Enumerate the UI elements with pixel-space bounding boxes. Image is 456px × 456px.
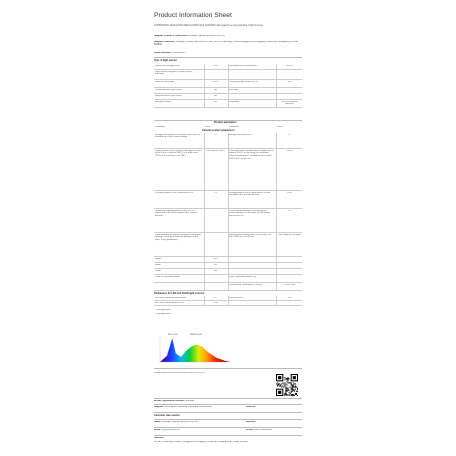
value-cell	[277, 264, 302, 269]
value-cell: 200	[213, 257, 218, 260]
care-name-row	[154, 421, 244, 424]
care-website-row	[246, 421, 302, 424]
parameter-cell: Non-directional or directional	[229, 64, 257, 67]
value-cell: 11	[214, 296, 217, 299]
care-phone-row	[246, 429, 302, 432]
value-cell	[205, 276, 226, 283]
parameter-cell: Lighting technology used	[155, 64, 180, 67]
spectrum-area	[160, 338, 230, 362]
supplier-address-row	[154, 41, 302, 47]
value-cell	[277, 89, 302, 94]
column-header: Parameter	[155, 125, 166, 128]
table-row	[154, 70, 302, 80]
params-table	[154, 133, 302, 291]
care-name-label: Name:	[154, 421, 162, 423]
parameter-cell: the lumen maintenance factor	[155, 301, 184, 304]
value-cell: Only with specific dimmers	[281, 100, 298, 106]
eprel-label: EPREL registration number:	[154, 400, 185, 402]
value-cell: 80	[288, 209, 291, 212]
table-row	[154, 283, 302, 291]
parameter-cell: Dimmable	[229, 100, 239, 103]
column-header: Parameter	[229, 125, 240, 128]
note-line: '-': not applicable;	[154, 309, 171, 311]
table-row	[154, 301, 302, 306]
care-phone-label: Phone:	[246, 429, 254, 431]
table-row	[154, 100, 302, 108]
care-website-label: Website:	[246, 421, 256, 423]
parameter-cell: Width	[155, 263, 161, 266]
divider	[154, 435, 302, 436]
parameter-cell: Connected light source (CLS)	[229, 80, 258, 83]
divider	[154, 404, 302, 405]
parameter-cell: R9 colour rendering index value	[155, 296, 186, 299]
care-email-row	[154, 429, 244, 432]
divider	[154, 427, 302, 428]
value-cell	[277, 71, 302, 80]
parameter-cell: Colour rendering index, rounded to the nearest integer, or the range of CRI-values that can be set	[229, 209, 271, 218]
table-row	[154, 233, 302, 257]
parameter-cell: Envelope	[229, 88, 239, 91]
validity-text: Model placed on the EU/UK market from 05/11/2023	[154, 372, 205, 374]
led-table	[154, 296, 302, 308]
parameter-cell	[229, 71, 274, 80]
care-heading: Customer care service	[154, 414, 180, 417]
divider	[154, 398, 302, 399]
value-cell: 1.1	[213, 191, 218, 194]
divider	[154, 368, 302, 369]
parameter-cell: Standby power (Psb), expressed in W and rounded to the second decimal	[229, 191, 270, 197]
qr-code-icon[interactable]	[276, 374, 298, 396]
parameter-cell: Depth	[155, 269, 161, 272]
footer-supplier-row	[154, 406, 244, 409]
supplier-name-value: Audiolay Trading Shenzhen Co.,Ltd.	[188, 35, 226, 37]
parameter-cell: Height	[155, 257, 162, 260]
value-cell	[205, 234, 226, 257]
value-cell: 1.00	[287, 296, 292, 299]
parameter-cell: If yes, equivalent power (W)	[229, 275, 257, 278]
column-header: Value	[205, 125, 211, 128]
parameter-cell	[229, 95, 274, 100]
value-cell	[205, 284, 226, 291]
table-row	[154, 191, 302, 209]
parameter-cell: Energy consumption in on-mode (kWh/1000 h), rounded up to the nearest integer	[155, 133, 201, 139]
chart-top-label: 380 to 780	[168, 334, 178, 336]
parameter-cell: Claim of equivalent power*	[155, 275, 182, 278]
eprel-row	[154, 400, 302, 403]
value-cell	[277, 276, 302, 283]
model-identifier-value: XDU0BCHLY	[172, 52, 187, 54]
parameter-cell: Networked standby power (Pnet) for CLS, expressed in W and rounded to the second decimal	[155, 209, 197, 218]
care-name-value: Audiolay Trading Shenzhen Co.,Ltd	[161, 421, 198, 423]
value-cell: See image in last page	[278, 233, 301, 236]
footer-supplier-value: INDO EARL (Audiolay Import and Exportation)	[164, 406, 212, 408]
type-table	[154, 64, 302, 116]
value-cell	[277, 302, 302, 306]
value-cell	[277, 95, 302, 100]
parameter-cell	[229, 270, 274, 275]
type-section-heading: Type of light source:	[154, 59, 178, 62]
care-address-row	[154, 437, 302, 440]
value-cell: 0.96	[213, 301, 218, 304]
value-cell: 145	[213, 269, 218, 272]
parameter-cell: High-luminance light source	[155, 94, 182, 97]
table-row	[154, 80, 302, 88]
table-row	[154, 133, 302, 149]
footer-supplier-label: Supplier:	[154, 406, 164, 408]
parameter-cell	[229, 258, 274, 263]
value-cell: 0.434 0.404	[283, 283, 296, 286]
table-row	[154, 149, 302, 191]
parameter-cell	[155, 284, 202, 291]
params-section-heading: Product parameters	[214, 121, 237, 124]
model-identifier-label: Model identifier:	[154, 52, 172, 54]
parameter-cell: Spectral power distribution in the range 250 nm to 800 nm, at full-load	[229, 233, 272, 239]
divider	[154, 419, 302, 420]
value-cell: No	[214, 100, 217, 103]
care-phone-value: 18607552016060	[254, 429, 273, 431]
eprel-value: 2024998	[185, 400, 195, 402]
parameter-cell: Chromaticity coordinates (x and y)	[229, 283, 263, 286]
care-email-label: Email:	[154, 429, 161, 431]
parameter-cell: Outer dimensions without separate control gear, lighting control parts and non-lighting control parts, if any (millimetre)	[155, 233, 202, 242]
value-cell	[277, 258, 302, 263]
footer-website-label: Website:	[246, 406, 256, 408]
supplier-address-label: Supplier's address:	[154, 41, 176, 43]
value-cell	[205, 71, 226, 80]
parameter-cell: Survival factor	[229, 296, 243, 299]
parameter-cell	[229, 302, 274, 306]
parameter-cell: Energy efficiency class	[229, 133, 252, 136]
value-cell	[277, 270, 302, 275]
footer-website-row	[246, 406, 302, 409]
parameter-cell: Colour-tuneable light source	[155, 88, 183, 91]
parameter-cell: Useful luminous flux (Φuse), indicating if it refers to the flux in a sphere (360°), in a wide cone (120°) or in a narrow cone (90°)	[155, 149, 202, 158]
value-cell: G	[288, 133, 291, 136]
care-email-value[interactable]: go@audiolay.com	[161, 429, 180, 431]
divider	[154, 412, 302, 413]
supplier-name-row	[154, 35, 302, 38]
product-information-sheet	[150, 6, 306, 450]
table-row	[154, 275, 302, 283]
parameter-cell: Correlated colour temperature, rounded to the nearest 100 K, or the range of correlated colour temperatures, rounded to the nearest 100 K, that can be set	[229, 149, 274, 160]
spectral-power-chart	[154, 332, 234, 364]
divider	[154, 57, 302, 58]
supplier-name-label: Supplier's name or trade mark:	[154, 35, 188, 37]
value-cell: MLS	[213, 80, 218, 83]
value-cell: 21	[214, 133, 217, 136]
led-section-heading: Parameters for LED and OLED light sources:	[154, 292, 205, 295]
parameter-cell	[229, 264, 274, 269]
table-row	[154, 209, 302, 233]
care-address-value: No.19-1, Nanhang 3 Road, Henggang St,Longgang, Shenzhen, Guangdong, China, 518000	[154, 441, 248, 443]
model-identifier-row	[154, 52, 302, 55]
value-cell: 3 000	[286, 149, 293, 152]
value-cell	[205, 210, 226, 233]
supplier-address-value: Audiolay Trading Shenzhen Co.,Ltd , Bu ild 3, Nanhang Tribute Longgang Dis,Longgang, Shenzhen, Guangdong, China, 518000	[154, 41, 299, 46]
chart-top-label: WHITE 3 000	[190, 334, 203, 336]
value-cell: NDLS	[286, 64, 293, 67]
general-params-subheading: General product parameters:	[202, 129, 235, 132]
value-cell: No	[214, 94, 217, 97]
parameter-cell: Anti-glare shield	[155, 100, 171, 103]
value-cell: 111	[213, 263, 218, 266]
value-cell: No	[214, 88, 217, 91]
page-title: Product Information Sheet	[154, 12, 232, 19]
value-cell: No	[288, 80, 291, 83]
parameter-cell: Mains or non-mains	[155, 80, 175, 83]
regulation-intro: COMMISSION DELEGATED REGULATION (EU) 2019/2015 with regard to energy labelling of light sources	[154, 25, 264, 27]
value-cell: 10 in Sphere (360°)	[206, 149, 225, 152]
parameter-cell: On-mode power (Pon), expressed in W	[155, 191, 193, 194]
value-cell: LED	[213, 64, 218, 67]
parameter-cell: Light source cap-type (or other electric interface)	[155, 70, 193, 76]
value-cell: 0.00	[287, 191, 292, 194]
column-header: Value	[277, 125, 283, 128]
note-line: '*': not applicable;	[154, 313, 172, 315]
care-address-label: Address:	[154, 437, 164, 439]
